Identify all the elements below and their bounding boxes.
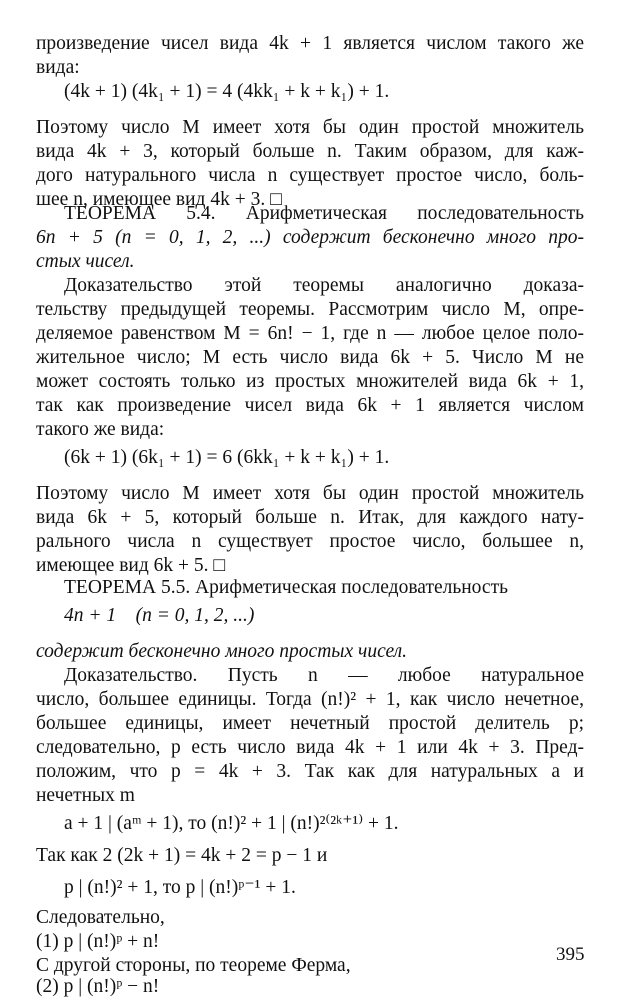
theorem-statement: 6n + 5 (n = 0, 1, 2, ...) содержит бесконечно много про-: [36, 227, 584, 248]
proof-start: Доказательство. Пусть n — любое натуральное: [64, 665, 584, 686]
theorem-statement: стых чисел.: [36, 251, 135, 272]
text-line: такого же вида:: [36, 419, 165, 440]
numbered-formula: (2) p | (n!)ᵖ − n!: [36, 976, 160, 997]
text-line: рального числа n существует простое число, большее n,: [36, 531, 584, 552]
proof-start: Доказательство этой теоремы аналогично доказа-: [64, 275, 584, 296]
text-line: Поэтому число M имеет хотя бы один простой множитель: [36, 117, 584, 138]
theorem-statement: содержит бесконечно много простых чисел.: [36, 641, 408, 662]
formula: 4n + 1 (n = 0, 1, 2, ...): [64, 605, 255, 626]
text-line: вида 4k + 3, который больше n. Таким образом, для каж-: [36, 141, 584, 162]
text-line: Так как 2 (2k + 1) = 4k + 2 = p − 1 и: [36, 845, 328, 866]
text-line: произведение чисел вида 4k + 1 является числом такого же: [36, 33, 584, 54]
text-line: С другой стороны, по теореме Ферма,: [36, 955, 351, 976]
text-line: дого натурального числа n существует простое число, боль-: [36, 165, 584, 186]
text-line: может состоять только из простых множителей вида 6k + 1,: [36, 371, 584, 392]
text-line: вида:: [36, 57, 80, 78]
numbered-formula: (1) p | (n!)ᵖ + n!: [36, 931, 160, 952]
theorem-heading: ТЕОРЕМА 5.4. Арифметическая последовательность: [64, 203, 584, 224]
text-line: вида 6k + 5, который больше n. Итак, для каждого нату-: [36, 507, 584, 528]
text-line: нечетных m: [36, 785, 135, 806]
formula: p | (n!)² + 1, то p | (n!)ᵖ⁻¹ + 1.: [64, 877, 296, 898]
text-line: Следовательно,: [36, 907, 165, 928]
text-line: деляемое равенством M = 6n! − 1, где n — любое целое поло-: [36, 323, 584, 344]
page-number: 395: [556, 944, 585, 965]
text-line: число, большее единицы. Тогда (n!)² + 1, как число нечетное,: [36, 689, 584, 710]
text-line: следовательно, p есть число вида 4k + 1 или 4k + 3. Пред-: [36, 737, 584, 758]
text-line: тельству предыдущей теоремы. Рассмотрим число M, опре-: [36, 299, 584, 320]
formula: (4k + 1) (4k₁ + 1) = 4 (4kk₁ + k + k₁) + 1.: [64, 81, 390, 102]
text-line: большее единицы, имеет нечетный простой делитель p;: [36, 713, 584, 734]
text-line: Поэтому число M имеет хотя бы один простой множитель: [36, 483, 584, 504]
formula: a + 1 | (aᵐ + 1), то (n!)² + 1 | (n!)²⁽²ᵏ⁺¹⁾ + 1.: [64, 813, 399, 834]
text-line: шее n, имеющее вид 4k + 3. □: [36, 189, 282, 210]
text-line: положим, что p = 4k + 3. Так как для натуральных a и: [36, 761, 584, 782]
theorem-heading: ТЕОРЕМА 5.5. Арифметическая последовательность: [64, 577, 508, 598]
text-line: так как произведение чисел вида 6k + 1 является числом: [36, 395, 584, 416]
text-line: имеющее вид 6k + 5. □: [36, 555, 226, 576]
text-line: жительное число; M есть число вида 6k + 5. Число M не: [36, 347, 584, 368]
formula: (6k + 1) (6k₁ + 1) = 6 (6kk₁ + k + k₁) + 1.: [64, 447, 390, 468]
